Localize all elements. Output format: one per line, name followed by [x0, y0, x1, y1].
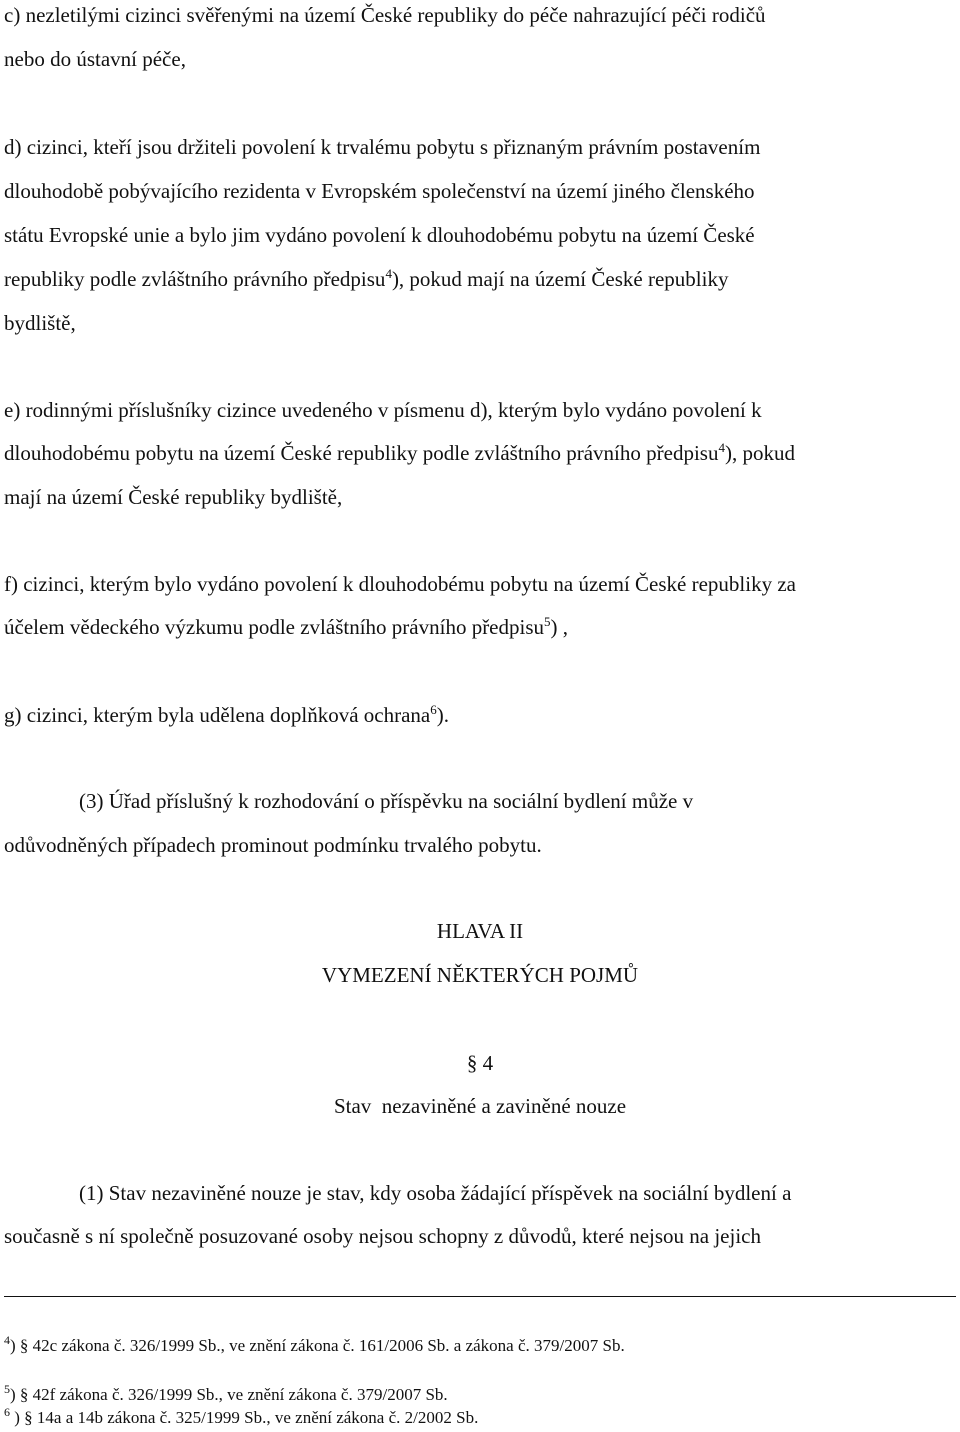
item-e-text: dlouhodobému pobytu na území České republiky podle zvláštního právního předpisu	[4, 441, 719, 465]
item-g-text: g) cizinci, kterým byla udělena doplňková ochrana	[4, 703, 431, 727]
item-f-line-1: f) cizinci, kterým bylo vydáno povolení k dlouhodobému pobytu na území České republiky za	[4, 572, 796, 596]
item-d-line-5: bydliště,	[4, 311, 76, 335]
footnote-marker: 5	[4, 1382, 10, 1396]
footnote-reference[interactable]: 6	[430, 702, 437, 717]
item-d-line-1: d) cizinci, kteří jsou držiteli povolení k trvalému pobytu s přiznaným právním postavením	[4, 135, 761, 159]
footnote-marker: 4	[4, 1333, 10, 1347]
item-c-line-1: c) nezletilými cizinci svěřenými na území České republiky do péče nahrazující péči rodičů	[4, 3, 766, 27]
paragraph-3-line-1: (3) Úřad příslušný k rozhodování o příspěvku na sociální bydlení může v	[79, 789, 694, 813]
item-d-line-4	[4, 266, 728, 292]
item-d-line-3: státu Evropské unie a bylo jim vydáno povolení k dlouhodobému pobytu na území České	[4, 223, 755, 247]
item-d-text: republiky podle zvláštního právního předpisu	[4, 267, 386, 291]
footnote-5	[4, 1384, 448, 1406]
section-title: Stav nezaviněné a zaviněné nouze	[333, 1094, 627, 1118]
item-f-text: účelem vědeckého výzkumu podle zvláštního právního předpisu	[4, 615, 545, 639]
footnote-text: ) § 42c zákona č. 326/1999 Sb., ve znění zákona č. 161/2006 Sb. a zákona č. 379/2007 Sb.	[10, 1336, 625, 1355]
footnote-text: ) § 14a a 14b zákona č. 325/1999 Sb., ve znění zákona č. 2/2002 Sb.	[10, 1408, 479, 1427]
footnote-reference[interactable]: 4	[718, 440, 725, 455]
footnote-4	[4, 1335, 625, 1357]
paragraph-1-line-2: současně s ní společně posuzované osoby nejsou schopny z důvodů, které nejsou na jejich	[4, 1224, 761, 1248]
footnote-divider	[4, 1296, 956, 1297]
item-d-text-continued: ), pokud mají na území České republiky	[391, 267, 729, 291]
item-e-text-continued: ), pokud	[724, 441, 795, 465]
footnote-6	[4, 1407, 478, 1429]
item-g-text-continued: ).	[436, 703, 450, 727]
item-g-line	[4, 702, 449, 728]
item-e-line-3: mají na území České republiky bydliště,	[4, 485, 343, 509]
item-e-line-2	[4, 440, 795, 466]
footnote-reference[interactable]: 5	[544, 614, 551, 629]
item-e-line-1: e) rodinnými příslušníky cizince uvedeného v písmenu d), kterým bylo vydáno povolení k	[4, 398, 762, 422]
footnote-text: ) § 42f zákona č. 326/1999 Sb., ve znění zákona č. 379/2007 Sb.	[10, 1385, 448, 1404]
item-f-line-2	[4, 614, 568, 640]
item-c-line-2: nebo do ústavní péče,	[4, 47, 186, 71]
item-f-text-continued: ) ,	[550, 615, 569, 639]
paragraph-3-line-2: odůvodněných případech prominout podmínku trvalého pobytu.	[4, 833, 542, 857]
footnote-reference[interactable]: 4	[385, 266, 392, 281]
footnote-marker: 6	[4, 1405, 10, 1419]
paragraph-1-line-1: (1) Stav nezaviněné nouze je stav, kdy osoba žádající příspěvek na sociální bydlení a	[79, 1181, 792, 1205]
section-number: § 4	[466, 1051, 494, 1075]
chapter-number: HLAVA II	[436, 919, 524, 943]
item-d-line-2: dlouhodobě pobývajícího rezidenta v Evropském společenství na území jiného členského	[4, 179, 755, 203]
chapter-title: VYMEZENÍ NĚKTERÝCH POJMŮ	[321, 963, 639, 987]
